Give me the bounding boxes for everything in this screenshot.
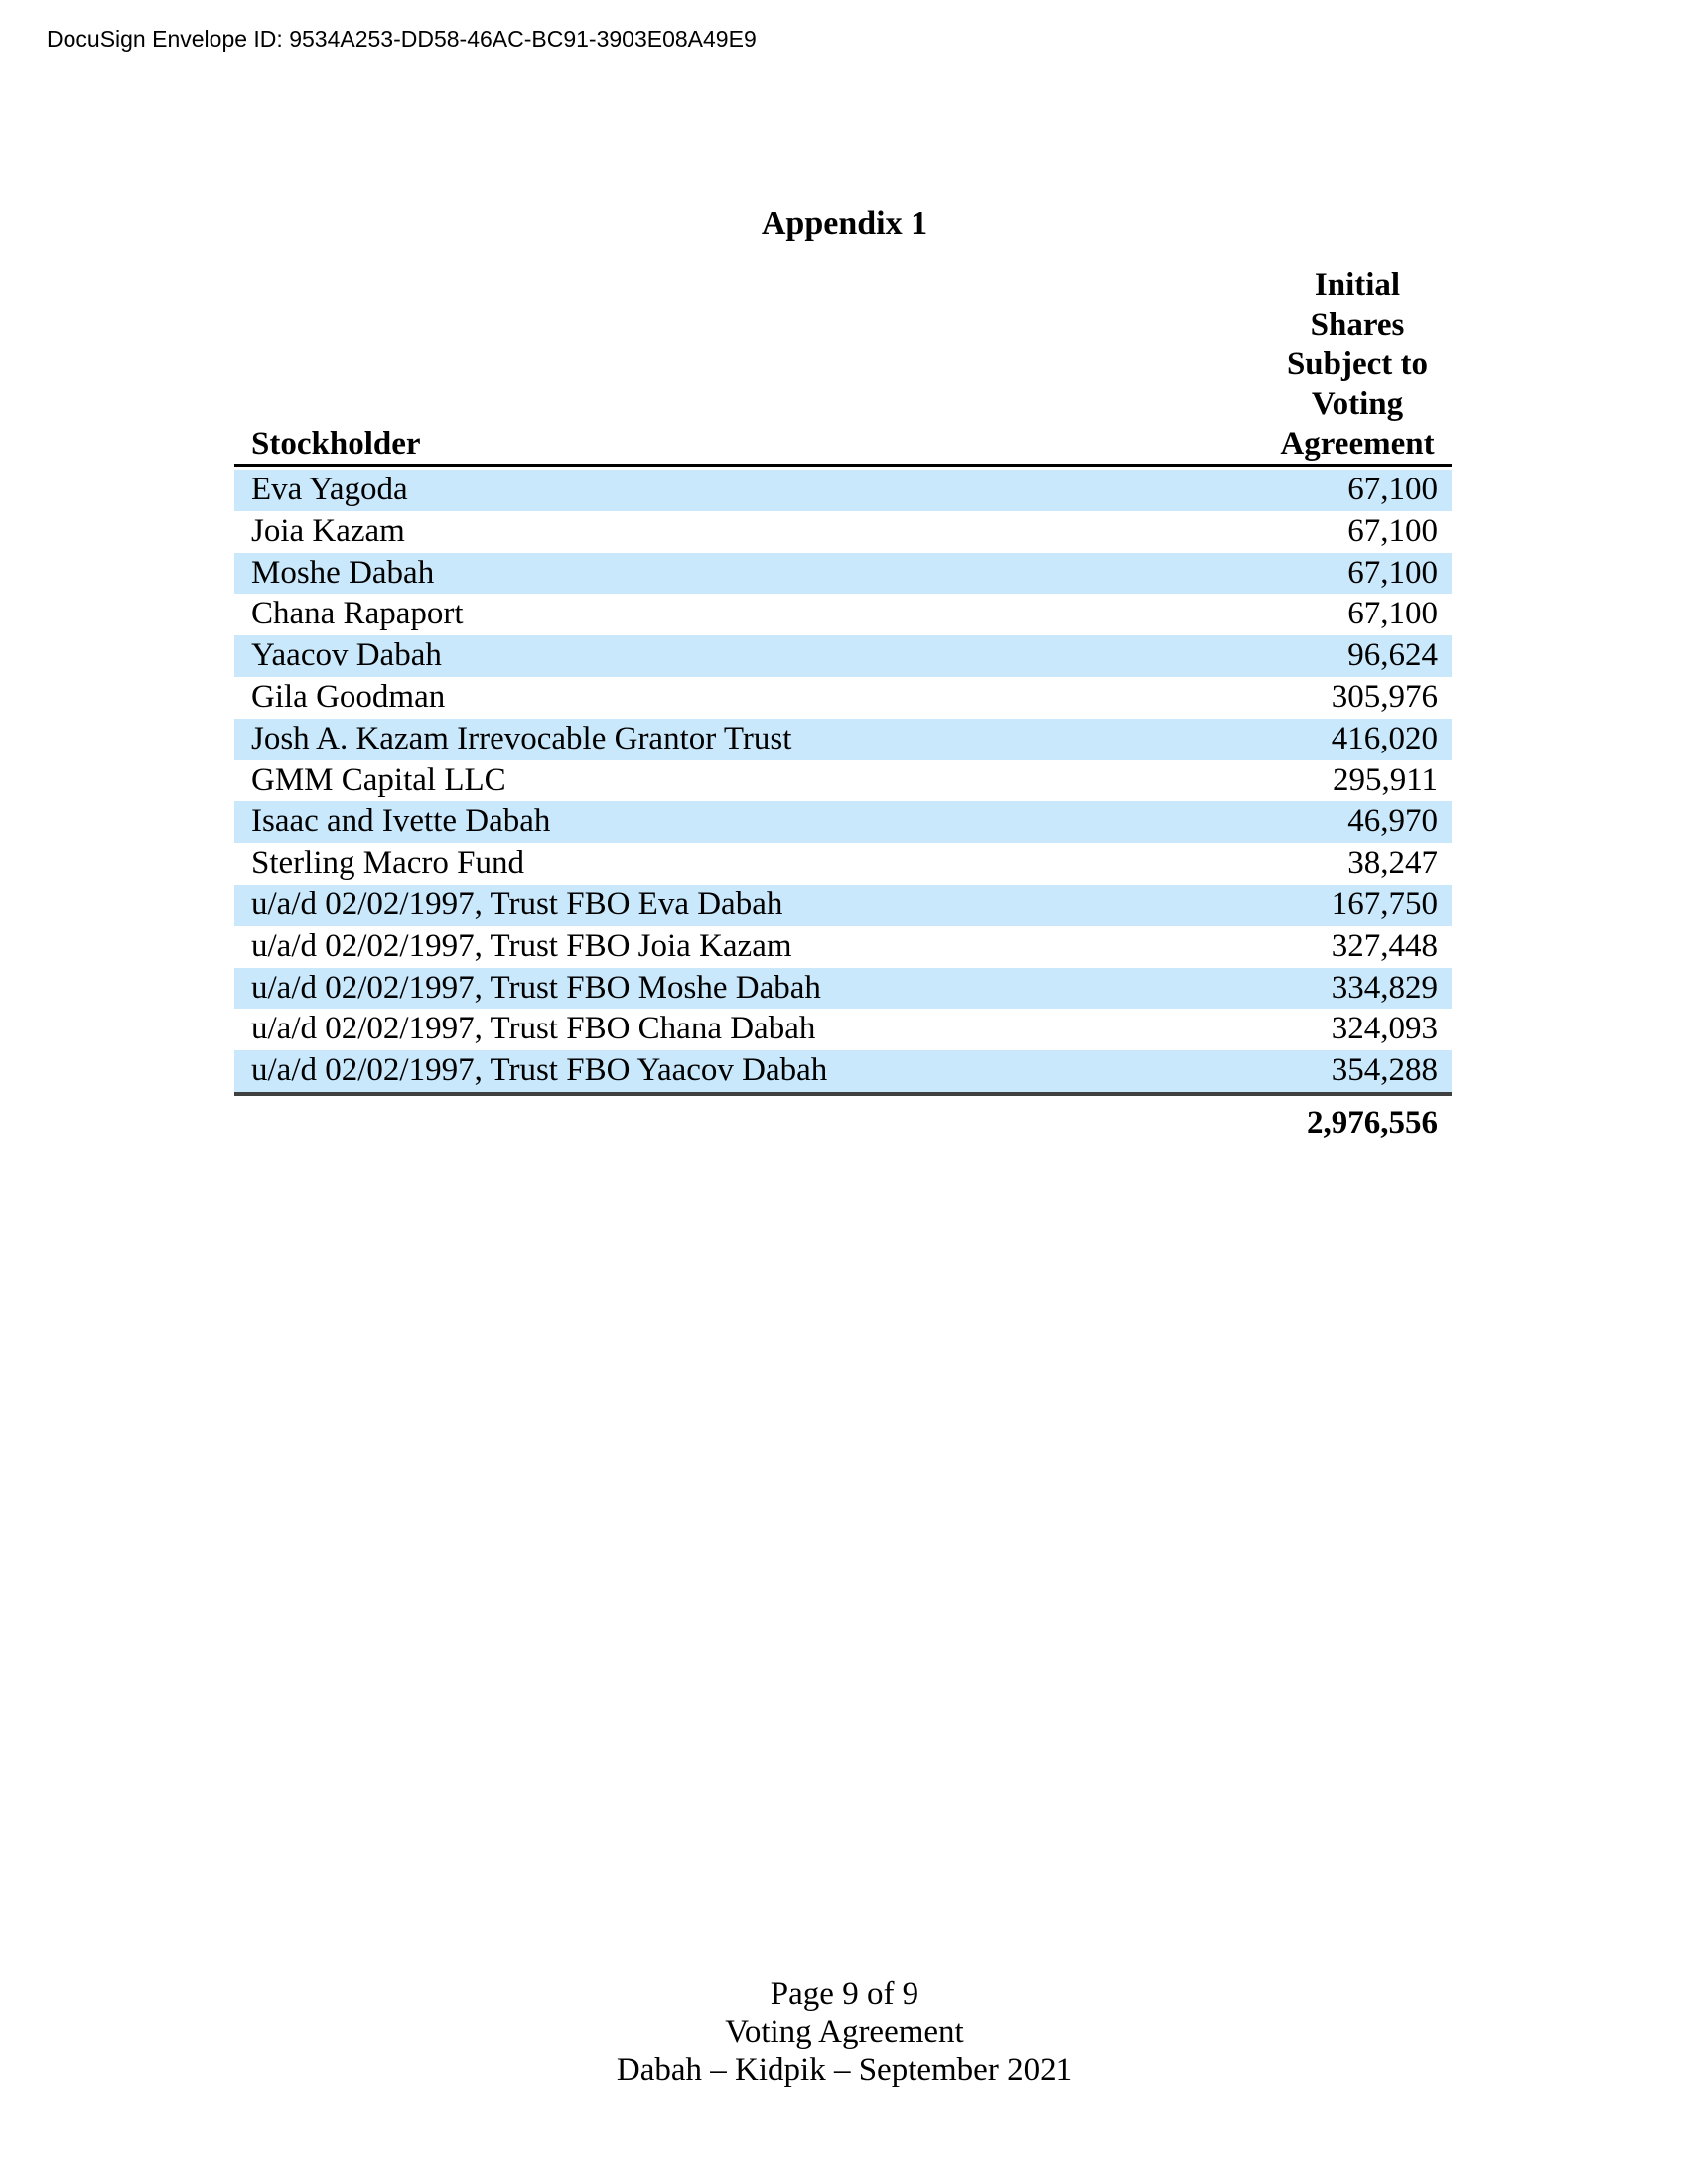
- docusign-envelope-id: DocuSign Envelope ID: 9534A253-DD58-46AC-BC91-3903E08A49E9: [47, 26, 757, 52]
- shares-cell: 295,911: [1332, 761, 1438, 798]
- shares-cell: 334,829: [1331, 969, 1438, 1006]
- stockholder-cell: Joia Kazam: [251, 512, 405, 549]
- stockholder-cell: Josh A. Kazam Irrevocable Grantor Trust: [251, 720, 792, 756]
- header-line-voting: Voting: [1311, 386, 1404, 422]
- table-row: [234, 885, 1452, 926]
- table-row: [234, 968, 1452, 1010]
- table-row: [234, 926, 1452, 968]
- table-row: [234, 760, 1452, 802]
- stockholder-cell: Moshe Dabah: [251, 554, 435, 591]
- table-row: [234, 1050, 1452, 1092]
- header-line-subject-to: Subject to: [1286, 346, 1429, 382]
- table-body: [234, 467, 1452, 1096]
- footer-page-number: Page 9 of 9: [770, 1977, 919, 2012]
- stockholder-cell: Gila Goodman: [251, 678, 446, 715]
- table-row: [234, 1009, 1452, 1050]
- table-row: [234, 801, 1452, 843]
- header-line-shares: Shares: [1310, 307, 1405, 342]
- shares-cell: 96,624: [1347, 637, 1438, 674]
- stockholder-cell: u/a/d 02/02/1997, Trust FBO Yaacov Dabah: [251, 1052, 828, 1089]
- table-row: [234, 470, 1452, 511]
- stockholder-cell: Sterling Macro Fund: [251, 845, 524, 882]
- stockholder-cell: Chana Rapaport: [251, 596, 464, 632]
- page-footer: [0, 1976, 1689, 2089]
- stockholder-cell: u/a/d 02/02/1997, Trust FBO Moshe Dabah: [251, 969, 821, 1006]
- table-row: [234, 511, 1452, 553]
- stockholder-cell: GMM Capital LLC: [251, 761, 506, 798]
- shares-cell: 416,020: [1331, 720, 1438, 756]
- table-row: [234, 553, 1452, 595]
- stockholder-cell: Yaacov Dabah: [251, 637, 442, 674]
- appendix-title: Appendix 1: [761, 205, 928, 242]
- stockholder-cell: Eva Yagoda: [251, 472, 408, 507]
- stockholder-cell: Isaac and Ivette Dabah: [251, 803, 551, 840]
- table-row: [234, 719, 1452, 760]
- table-row: [234, 677, 1452, 719]
- total-shares-value: 2,976,556: [1307, 1104, 1438, 1141]
- shares-cell: 38,247: [1347, 845, 1438, 882]
- shares-cell: 67,100: [1347, 512, 1438, 549]
- shares-cell: 67,100: [1347, 472, 1438, 507]
- shares-cell: 324,093: [1331, 1011, 1438, 1047]
- footer-document-title: Voting Agreement: [725, 2014, 964, 2050]
- stockholder-table: [234, 265, 1452, 1144]
- column-header-initial-shares: [1263, 265, 1452, 464]
- total-row: [234, 1096, 1452, 1144]
- shares-cell: 67,100: [1347, 554, 1438, 591]
- table-row: [234, 635, 1452, 677]
- shares-cell: 67,100: [1347, 596, 1438, 632]
- table-row: [234, 843, 1452, 885]
- stockholder-cell: u/a/d 02/02/1997, Trust FBO Eva Dabah: [251, 886, 783, 922]
- column-header-stockholder: Stockholder: [251, 426, 421, 462]
- header-line-initial: Initial: [1314, 267, 1401, 303]
- table-header-row: [234, 265, 1452, 467]
- header-line-agreement: Agreement: [1280, 426, 1435, 462]
- shares-cell: 167,750: [1331, 886, 1438, 922]
- footer-document-reference: Dabah – Kidpik – September 2021: [616, 2052, 1073, 2088]
- shares-cell: 327,448: [1331, 927, 1438, 964]
- stockholder-cell: u/a/d 02/02/1997, Trust FBO Joia Kazam: [251, 927, 792, 964]
- shares-cell: 46,970: [1347, 803, 1438, 840]
- shares-cell: 305,976: [1331, 678, 1438, 715]
- table-row: [234, 594, 1452, 635]
- stockholder-cell: u/a/d 02/02/1997, Trust FBO Chana Dabah: [251, 1011, 816, 1047]
- shares-cell: 354,288: [1331, 1052, 1438, 1089]
